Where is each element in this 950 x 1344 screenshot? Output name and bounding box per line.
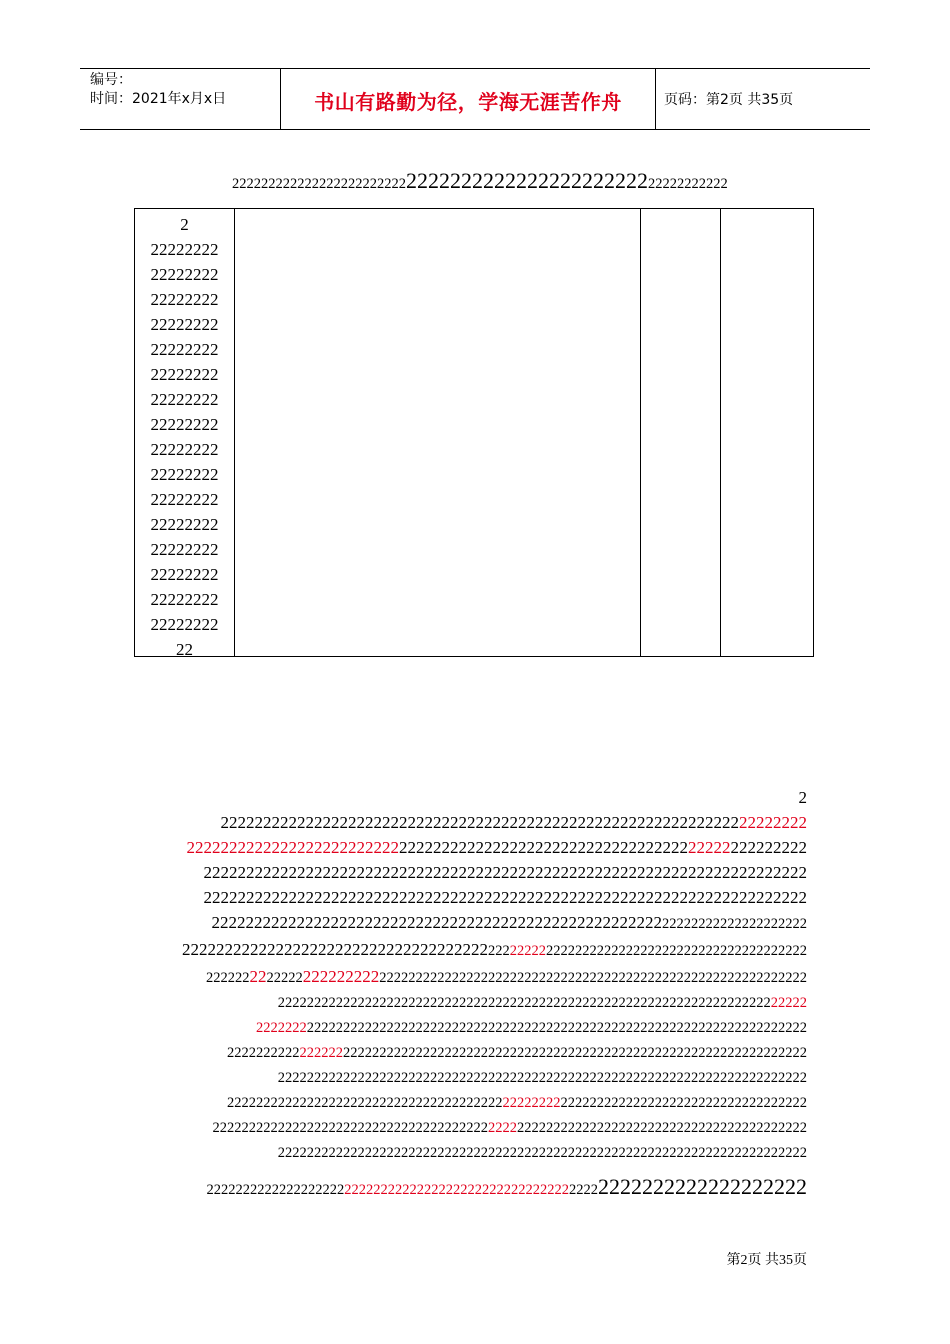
body-line	[146, 785, 807, 810]
text-run: 2222222222222222222222222222222222222222222222222222222222222222222222222	[277, 1145, 807, 1161]
first-cell-line: 22222222	[150, 590, 219, 609]
text-run: 222222222222222222222222222222222222222222222222222222222222222222222	[306, 1020, 807, 1036]
first-cell-line: 22	[176, 640, 193, 659]
text-run: 22222222222222222222222222222222222222222222222222222222222	[379, 970, 807, 986]
number-label: 编号：	[90, 72, 132, 88]
first-cell-line: 22222222	[150, 290, 219, 309]
title-line	[232, 168, 728, 194]
highlight-run: 2222	[488, 1120, 517, 1136]
body-line	[146, 1016, 807, 1041]
text-run: 222222222	[730, 838, 807, 857]
highlight-run: 2222222222222222222222222	[186, 838, 399, 857]
highlight-run: 2222222222222222222222222222222	[344, 1182, 569, 1198]
table-column-divider	[234, 209, 235, 656]
body-line	[146, 1041, 807, 1066]
first-cell-line: 22222222	[150, 415, 219, 434]
header-page-number: 页码：第2页 共35页	[664, 92, 794, 108]
first-cell-line: 22222222	[150, 540, 219, 559]
first-cell-line: 22222222	[150, 365, 219, 384]
first-cell-line: 22222222	[150, 390, 219, 409]
body-line	[146, 1066, 807, 1091]
header-divider	[655, 69, 656, 129]
body-line	[146, 860, 807, 885]
text-run: 22222222222222222222222222222222222222222222222222222222222222222222222	[203, 863, 807, 882]
highlight-run: 22222	[509, 943, 546, 959]
first-cell-line: 22222222	[150, 565, 219, 584]
title-segment: 222222222222222222222222	[232, 176, 406, 192]
text-run: 22222	[266, 970, 303, 986]
time-text: 时间：2021年x月x日	[90, 91, 227, 107]
highlight-run: 22222222	[739, 813, 807, 832]
body-line	[146, 835, 807, 860]
content-table	[134, 208, 814, 657]
body-paragraph	[146, 785, 807, 1203]
first-cell-text	[135, 212, 234, 662]
text-run: 2222222222222222222222222222222222	[399, 838, 688, 857]
document-header	[80, 68, 870, 130]
header-meta	[90, 71, 280, 109]
table-column-divider	[640, 209, 641, 656]
text-run: 22222222222222222222222222222222222222222222222222222222222222222222222	[203, 888, 807, 907]
first-cell-line: 22222222	[150, 515, 219, 534]
footer-page-number: 第2页 共35页	[726, 1253, 807, 1268]
table-column-divider	[720, 209, 721, 656]
body-line	[146, 1116, 807, 1141]
text-run: 2222222222222222222222222222222222222222222222222222222222222222	[343, 1045, 807, 1061]
text-run: 2222222222222222222222222222222222222222222222222222222222222	[220, 813, 739, 832]
text-run: 22222222222222222222222222222222222222222222222222222	[211, 913, 662, 932]
header-divider	[280, 69, 281, 129]
text-run: 2222	[569, 1182, 598, 1198]
body-line	[146, 1141, 807, 1166]
text-run: 2222222222222222222	[206, 1182, 345, 1198]
title-segment: 22222222222	[648, 176, 728, 192]
highlight-run: 22222	[770, 995, 807, 1011]
body-line	[146, 937, 807, 964]
highlight-run: 222222	[299, 1045, 343, 1061]
text-run: 2222222222222222222	[598, 1174, 807, 1199]
text-run: 2	[798, 788, 807, 807]
text-run: 222222222222222222222222222222222222	[546, 943, 807, 959]
text-run: 222222	[206, 970, 250, 986]
title-segment: 2222222222222222222222	[406, 168, 648, 193]
text-run: 2222222222222222222222222222222222222222	[517, 1120, 807, 1136]
text-run: 2222222222222222222222222222222222222222222222222222222222222222222222222	[277, 1070, 807, 1086]
text-run: 222222222222222222222222222222222222	[182, 940, 488, 959]
header-motto: 书山有路勤为径，学海无涯苦作舟	[314, 90, 622, 114]
first-cell-line: 22222222	[150, 440, 219, 459]
body-line	[146, 991, 807, 1016]
text-run: 22222222222222222222222222222222222222	[212, 1120, 488, 1136]
highlight-run: 22222	[688, 838, 731, 857]
text-run: 2222222222	[227, 1045, 300, 1061]
body-line	[146, 1091, 807, 1116]
first-cell-line: 22222222	[150, 315, 219, 334]
first-cell-line: 22222222	[150, 240, 219, 259]
text-run: 222	[488, 943, 510, 959]
first-cell-line: 22222222	[150, 465, 219, 484]
body-line	[146, 1174, 807, 1203]
text-run: 22222222222222222222222222222222222222222222222222222222222222222222	[277, 995, 771, 1011]
body-line	[146, 810, 807, 835]
text-run: 22222222222222222222	[662, 916, 807, 932]
first-cell-line: 2	[180, 215, 189, 234]
first-cell-line: 22222222	[150, 265, 219, 284]
first-cell-line: 22222222	[150, 615, 219, 634]
body-line	[146, 910, 807, 937]
body-line	[146, 964, 807, 991]
highlight-run: 222222222	[302, 967, 380, 986]
first-cell-line: 22222222	[150, 340, 219, 359]
text-run: 2222222222222222222222222222222222	[560, 1095, 807, 1111]
highlight-run: 2222222	[256, 1020, 307, 1036]
table-first-cell	[135, 212, 234, 662]
text-run: 22222222222222222222222222222222222222	[227, 1095, 503, 1111]
first-cell-line: 22222222	[150, 490, 219, 509]
highlight-run: 22222222	[502, 1095, 561, 1111]
body-line	[146, 885, 807, 910]
highlight-run: 22	[249, 967, 267, 986]
